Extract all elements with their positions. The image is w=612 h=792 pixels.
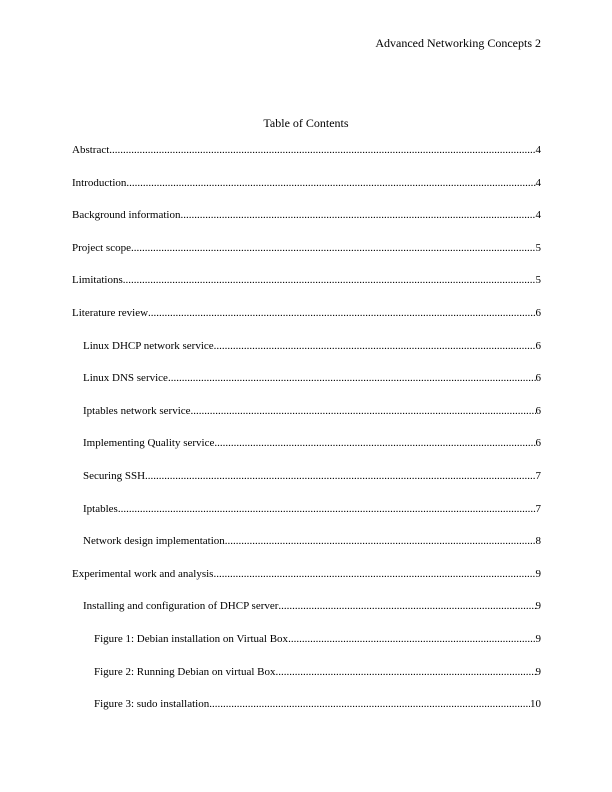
toc-dot-leader xyxy=(275,665,535,679)
toc-entry-iptables[interactable] xyxy=(72,502,541,535)
toc-entry-label: Literature review xyxy=(72,306,149,319)
toc-entry-label: Figure 3: sudo installation xyxy=(94,698,210,711)
toc-dot-leader xyxy=(278,599,535,613)
toc-dot-leader xyxy=(214,436,535,450)
toc-entry-label: Installing and configuration of DHCP server xyxy=(83,600,279,613)
toc-entry-label: Experimental work and analysis xyxy=(72,567,214,580)
toc-entry-page-number: 6 xyxy=(535,339,541,352)
toc-entry-label: Network design implementation xyxy=(83,535,225,548)
toc-dot-leader xyxy=(168,371,536,385)
toc-entry-label: Linux DNS service xyxy=(83,372,168,385)
toc-entry-label: Background information xyxy=(72,209,181,222)
toc-dot-leader xyxy=(214,339,536,353)
toc-entry-figure-2[interactable] xyxy=(72,665,541,698)
toc-entry-page-number: 10 xyxy=(530,698,541,711)
table-of-contents xyxy=(72,143,541,730)
toc-entry-page-number: 7 xyxy=(535,469,541,482)
toc-entry-label: Abstract xyxy=(72,144,110,156)
toc-entry-label: Implementing Quality service xyxy=(83,437,215,450)
toc-entry-page-number: 6 xyxy=(535,437,541,450)
toc-entry-figure-1[interactable] xyxy=(72,632,541,665)
toc-dot-leader xyxy=(191,404,536,418)
toc-dot-leader xyxy=(123,273,536,287)
toc-entry-network-design-implementation[interactable] xyxy=(72,534,541,567)
toc-entry-iptables-network-service[interactable] xyxy=(72,404,541,437)
toc-entry-page-number: 4 xyxy=(535,209,541,222)
toc-entry-limitations[interactable] xyxy=(72,273,541,306)
toc-dot-leader xyxy=(145,469,535,483)
toc-entry-page-number: 9 xyxy=(535,567,541,580)
toc-entry-introduction[interactable] xyxy=(72,176,541,209)
toc-entry-implementing-quality-service[interactable] xyxy=(72,436,541,469)
toc-entry-label: Project scope xyxy=(72,241,131,254)
toc-dot-leader xyxy=(118,502,536,516)
toc-entry-label: Securing SSH xyxy=(83,469,146,482)
toc-dot-leader xyxy=(180,208,535,222)
toc-entry-page-number: 9 xyxy=(535,600,541,613)
toc-title: Table of Contents xyxy=(263,116,349,130)
toc-entry-page-number: 9 xyxy=(535,665,541,678)
toc-dot-leader xyxy=(213,567,535,581)
toc-entry-linux-dhcp-network-service[interactable] xyxy=(72,339,541,372)
toc-entry-page-number: 7 xyxy=(535,502,541,515)
toc-entry-page-number: 6 xyxy=(535,306,541,319)
toc-entry-figure-3[interactable] xyxy=(72,697,541,730)
toc-dot-leader xyxy=(209,697,530,711)
toc-dot-leader xyxy=(109,143,535,157)
toc-entry-abstract[interactable] xyxy=(72,143,541,176)
toc-entry-experimental-work-and-analysis[interactable] xyxy=(72,567,541,600)
toc-entry-page-number: 9 xyxy=(535,632,541,645)
toc-entry-label: Linux DHCP network service xyxy=(83,339,214,352)
toc-entry-label: Iptables network service xyxy=(83,404,191,417)
toc-dot-leader xyxy=(148,306,535,320)
running-head: Advanced Networking Concepts 2 xyxy=(375,36,541,50)
toc-entry-label: Figure 2: Running Debian on virtual Box xyxy=(94,665,276,678)
toc-entry-securing-ssh[interactable] xyxy=(72,469,541,502)
toc-entry-page-number: 8 xyxy=(535,535,541,548)
toc-dot-leader xyxy=(126,176,535,190)
toc-entry-label: Limitations xyxy=(72,274,123,287)
toc-dot-leader xyxy=(131,241,536,255)
toc-entry-background-information[interactable] xyxy=(72,208,541,241)
toc-dot-leader xyxy=(225,534,536,548)
toc-entry-installing-dhcp-server[interactable] xyxy=(72,599,541,632)
toc-entry-project-scope[interactable] xyxy=(72,241,541,274)
toc-entry-page-number: 5 xyxy=(535,241,541,254)
toc-entry-page-number: 4 xyxy=(535,144,541,156)
toc-entry-literature-review[interactable] xyxy=(72,306,541,339)
toc-entry-label: Introduction xyxy=(72,176,127,189)
toc-entry-label: Iptables xyxy=(83,502,118,515)
toc-entry-page-number: 6 xyxy=(535,404,541,417)
toc-dot-leader xyxy=(288,632,535,646)
toc-entry-page-number: 4 xyxy=(535,176,541,189)
toc-entry-label: Figure 1: Debian installation on Virtual Box xyxy=(94,632,289,645)
toc-entry-page-number: 5 xyxy=(535,274,541,287)
toc-entry-linux-dns-service[interactable] xyxy=(72,371,541,404)
toc-entry-page-number: 6 xyxy=(535,372,541,385)
